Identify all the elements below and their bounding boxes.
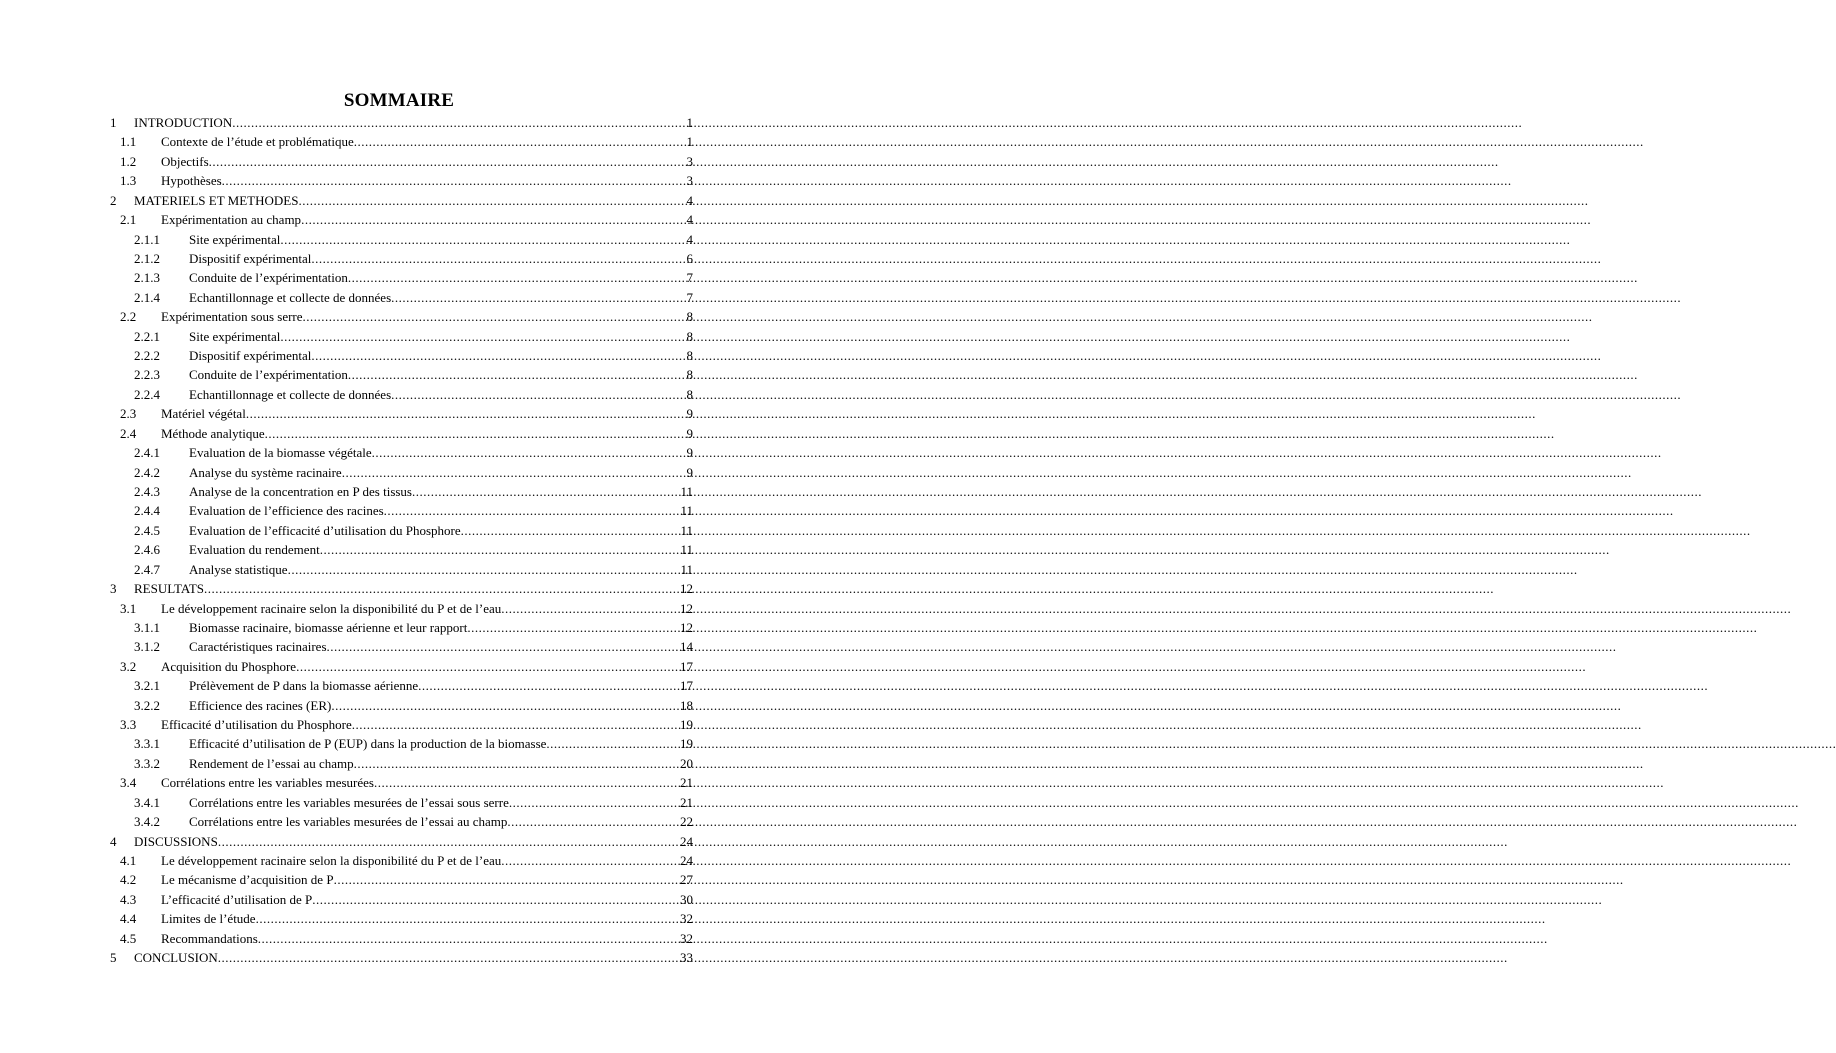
toc-entry-label: Analyse statistique bbox=[189, 561, 288, 577]
toc-entry-page-number: 3 bbox=[686, 173, 693, 189]
toc-entry-label: Evaluation de l’efficience des racines bbox=[189, 503, 384, 519]
toc-entry[interactable] bbox=[134, 344, 693, 363]
toc-dot-leader bbox=[348, 367, 687, 382]
toc-dot-leader bbox=[374, 775, 680, 790]
toc-entry-label: Echantillonnage et collecte de données bbox=[189, 386, 392, 402]
toc-entry-label: DISCUSSIONS bbox=[134, 833, 218, 849]
toc-entry[interactable] bbox=[134, 266, 693, 285]
toc-entry[interactable] bbox=[134, 694, 693, 713]
toc-entry-label: Corrélations entre les variables mesurées de l’essai au champ bbox=[189, 814, 508, 830]
toc-entry-label: Hypothèses bbox=[161, 173, 222, 189]
toc-entry-page-number: 9 bbox=[686, 464, 693, 480]
toc-dot-leader bbox=[501, 853, 680, 868]
toc-entry[interactable] bbox=[134, 286, 693, 305]
toc-entry-page-number: 9 bbox=[686, 425, 693, 441]
toc-entry[interactable] bbox=[134, 791, 693, 810]
toc-entry[interactable] bbox=[134, 538, 693, 557]
toc-entry-number: 1 bbox=[110, 115, 117, 130]
toc-dot-leader bbox=[546, 736, 680, 751]
toc-entry-label: Conduite de l’expérimentation bbox=[189, 367, 348, 383]
toc-dot-leader bbox=[348, 270, 687, 285]
toc-dot-leader bbox=[311, 251, 686, 266]
toc-entry-number: 3.4.1 bbox=[134, 794, 160, 810]
toc-dot-leader bbox=[218, 834, 680, 849]
toc-entry-label: Efficacité d’utilisation du Phosphore bbox=[161, 717, 352, 733]
toc-entry-page-number: 17 bbox=[680, 678, 693, 694]
toc-entry-label: Evaluation de la biomasse végétale bbox=[189, 445, 372, 461]
toc-entry-label: CONCLUSION bbox=[134, 950, 218, 966]
toc-dot-leader bbox=[331, 698, 680, 713]
toc-entry-number: 4.1 bbox=[120, 852, 137, 868]
toc-entry[interactable] bbox=[120, 402, 693, 421]
toc-dot-leader bbox=[311, 348, 686, 363]
toc-entry-number: 5 bbox=[110, 950, 117, 966]
toc-dot-leader bbox=[412, 484, 680, 499]
toc-entry-page-number: 1 bbox=[686, 134, 693, 150]
toc-entry-page-number: 12 bbox=[680, 581, 693, 597]
toc-entry[interactable] bbox=[134, 732, 693, 751]
toc-entry-number: 4.3 bbox=[120, 891, 137, 907]
toc-entry-label: Dispositif expérimental bbox=[189, 348, 312, 364]
toc-entry-page-number: 11 bbox=[680, 483, 693, 499]
toc-dot-leader bbox=[303, 309, 687, 324]
toc-entry-number: 2 bbox=[110, 192, 117, 208]
toc-entry-number: 2.2.2 bbox=[134, 348, 160, 364]
toc-dot-leader bbox=[288, 562, 681, 577]
toc-dot-leader bbox=[461, 523, 681, 538]
toc-entry-label: Limites de l’étude bbox=[161, 911, 256, 927]
toc-entry-page-number: 22 bbox=[680, 814, 693, 830]
toc-entry-page-number: 11 bbox=[680, 522, 693, 538]
toc-dot-leader bbox=[232, 115, 686, 130]
toc-entry-label: Dispositif expérimental bbox=[189, 250, 312, 266]
toc-entry-number: 4.5 bbox=[120, 930, 137, 946]
toc-entry-page-number: 32 bbox=[680, 911, 693, 927]
toc-entry-number: 3.1.2 bbox=[134, 639, 160, 655]
toc-entry-number: 1.1 bbox=[120, 134, 137, 150]
toc-entry-label: RESULTATS bbox=[134, 581, 204, 597]
toc-entry-page-number: 19 bbox=[680, 717, 693, 733]
toc-dot-leader bbox=[280, 232, 686, 247]
toc-entry-page-number: 8 bbox=[686, 328, 693, 344]
page-title: SOMMAIRE bbox=[343, 90, 455, 111]
toc-entry[interactable] bbox=[134, 635, 693, 654]
toc-entry-number: 2.2.3 bbox=[134, 367, 160, 383]
toc-entry-number: 1.2 bbox=[120, 153, 137, 169]
toc-entry[interactable] bbox=[134, 810, 693, 829]
toc-entry-page-number: 7 bbox=[686, 270, 693, 286]
toc-dot-leader bbox=[391, 387, 686, 402]
toc-entry-label: Le développement racinaire selon la disponibilité du P et de l’eau bbox=[161, 600, 502, 616]
toc-dot-leader bbox=[218, 950, 680, 965]
toc-dot-leader bbox=[320, 542, 681, 557]
toc-entry-label: Site expérimental bbox=[189, 231, 281, 247]
toc-dot-leader bbox=[391, 290, 686, 305]
toc-entry-label: Contexte de l’étude et problématique bbox=[161, 134, 354, 150]
toc-entry-label: Corrélations entre les variables mesurées bbox=[161, 775, 374, 791]
toc-entry-page-number: 19 bbox=[680, 736, 693, 752]
toc-dot-leader bbox=[246, 406, 687, 421]
toc-entry-page-number: 27 bbox=[680, 872, 693, 888]
toc-entry[interactable] bbox=[134, 383, 693, 402]
toc-entry-page-number: 24 bbox=[680, 833, 693, 849]
toc-entry-number: 2.4.5 bbox=[134, 522, 160, 538]
toc-entry-number: 3.3.2 bbox=[134, 755, 160, 771]
toc-entry-label: L’efficacité d’utilisation de P bbox=[161, 891, 313, 907]
toc-entry-page-number: 9 bbox=[686, 406, 693, 422]
toc-entry[interactable] bbox=[134, 441, 693, 460]
toc-entry-page-number: 30 bbox=[680, 891, 693, 907]
toc-entry[interactable] bbox=[120, 849, 693, 868]
toc-entry-page-number: 21 bbox=[680, 775, 693, 791]
toc-entry-number: 2.4.4 bbox=[134, 503, 160, 519]
toc-entry-label: Objectifs bbox=[161, 153, 209, 169]
toc-entry-label: Recommandations bbox=[161, 930, 258, 946]
toc-entry[interactable] bbox=[110, 577, 693, 596]
toc-entry-label: Evaluation du rendement bbox=[189, 542, 320, 558]
toc-entry-number: 2.4.7 bbox=[134, 561, 160, 577]
toc-entry[interactable] bbox=[120, 169, 693, 188]
toc-entry-number: 4.4 bbox=[120, 911, 137, 927]
toc-dot-leader bbox=[354, 756, 680, 771]
toc-entry-page-number: 32 bbox=[680, 930, 693, 946]
toc-entry-label: Rendement de l’essai au champ bbox=[189, 755, 354, 771]
toc-entry[interactable] bbox=[120, 907, 693, 926]
toc-entry[interactable] bbox=[120, 597, 693, 616]
toc-entry-number: 3.4.2 bbox=[134, 814, 160, 830]
toc-entry-number: 2.4.3 bbox=[134, 483, 160, 499]
toc-entry[interactable] bbox=[134, 363, 693, 382]
toc-entry[interactable] bbox=[120, 305, 693, 324]
toc-entry[interactable] bbox=[134, 461, 693, 480]
toc-entry-page-number: 4 bbox=[686, 212, 693, 228]
toc-dot-leader bbox=[204, 581, 680, 596]
toc-entry-label: Matériel végétal bbox=[161, 406, 246, 422]
toc-entry-number: 3.2.2 bbox=[134, 697, 160, 713]
toc-entry-page-number: 33 bbox=[680, 950, 693, 966]
toc-dot-leader bbox=[256, 911, 680, 926]
toc-entry-label: Evaluation de l’efficacité d’utilisation du Phosphore bbox=[189, 522, 461, 538]
toc-dot-leader bbox=[296, 659, 680, 674]
toc-entry-number: 3.1 bbox=[120, 600, 137, 616]
toc-entry[interactable] bbox=[110, 946, 693, 965]
toc-dot-leader bbox=[342, 465, 687, 480]
toc-entry-page-number: 8 bbox=[686, 367, 693, 383]
toc-entry[interactable] bbox=[134, 247, 693, 266]
toc-entry-page-number: 8 bbox=[686, 386, 693, 402]
toc-entry-number: 2.1.1 bbox=[134, 231, 160, 247]
toc-entry-page-number: 4 bbox=[686, 231, 693, 247]
document-page bbox=[0, 0, 745, 1053]
toc-entry-label: Analyse du système racinaire bbox=[189, 464, 342, 480]
toc-entry[interactable] bbox=[120, 771, 693, 790]
toc-entry-label: Biomasse racinaire, biomasse aérienne et leur rapport bbox=[189, 619, 468, 635]
toc-entry-number: 2.1 bbox=[120, 212, 137, 228]
toc-entry-number: 2.2.4 bbox=[134, 386, 160, 402]
toc-entry[interactable] bbox=[134, 325, 693, 344]
toc-dot-leader bbox=[301, 212, 686, 227]
toc-dot-leader bbox=[280, 329, 686, 344]
toc-entry[interactable] bbox=[120, 422, 693, 441]
toc-entry-label: Analyse de la concentration en P des tissus bbox=[189, 483, 412, 499]
toc-dot-leader bbox=[298, 193, 686, 208]
toc-entry[interactable] bbox=[134, 752, 693, 771]
toc-entry[interactable] bbox=[134, 228, 693, 247]
toc-entry[interactable] bbox=[120, 208, 693, 227]
toc-entry-number: 3.2 bbox=[120, 658, 137, 674]
toc-entry-number: 2.2 bbox=[120, 309, 137, 325]
toc-entry-number: 2.4.2 bbox=[134, 464, 160, 480]
toc-entry-page-number: 1 bbox=[686, 115, 693, 130]
toc-entry-page-number: 14 bbox=[680, 639, 693, 655]
toc-entry-label: Acquisition du Phosphore bbox=[161, 658, 297, 674]
toc-dot-leader bbox=[327, 639, 680, 654]
toc-entry-label: Prélèvement de P dans la biomasse aérienne bbox=[189, 678, 419, 694]
toc-entry-label: MATERIELS ET METHODES bbox=[134, 192, 299, 208]
toc-dot-leader bbox=[312, 892, 680, 907]
toc-entry-page-number: 8 bbox=[686, 348, 693, 364]
toc-entry-label: Efficacité d’utilisation de P (EUP) dans la production de la biomasse bbox=[189, 736, 547, 752]
toc-entry-page-number: 17 bbox=[680, 658, 693, 674]
toc-entry-label: INTRODUCTION bbox=[134, 115, 233, 130]
toc-entry[interactable] bbox=[120, 655, 693, 674]
toc-entry[interactable] bbox=[134, 674, 693, 693]
toc-entry[interactable] bbox=[120, 927, 693, 946]
toc-dot-leader bbox=[418, 678, 680, 693]
toc-entry-number: 2.3 bbox=[120, 406, 137, 422]
toc-dot-leader bbox=[372, 445, 687, 460]
toc-entry-page-number: 4 bbox=[686, 192, 693, 208]
toc-entry[interactable] bbox=[120, 150, 693, 169]
toc-entry-label: Corrélations entre les variables mesurées de l’essai sous serre bbox=[189, 794, 509, 810]
toc-entry[interactable] bbox=[134, 519, 693, 538]
toc-dot-leader bbox=[507, 814, 680, 829]
toc-entry-number: 3 bbox=[110, 581, 117, 597]
toc-dot-leader bbox=[222, 173, 687, 188]
toc-dot-leader bbox=[265, 426, 687, 441]
toc-entry-label: Le mécanisme d’acquisition de P bbox=[161, 872, 334, 888]
toc-entry-number: 2.1.2 bbox=[134, 250, 160, 266]
toc-entry-label: Le développement racinaire selon la disponibilité du P et de l’eau bbox=[161, 852, 502, 868]
toc-entry-page-number: 21 bbox=[680, 794, 693, 810]
toc-entry-label: Expérimentation sous serre bbox=[161, 309, 303, 325]
toc-entry-number: 3.1.1 bbox=[134, 619, 160, 635]
toc-dot-leader bbox=[501, 601, 680, 616]
toc-dot-leader bbox=[384, 503, 681, 518]
toc-entry-label: Efficience des racines (ER) bbox=[189, 697, 332, 713]
toc-entry-number: 2.4.1 bbox=[134, 445, 160, 461]
toc-dot-leader bbox=[467, 620, 680, 635]
toc-entry-label: Méthode analytique bbox=[161, 425, 265, 441]
toc-entry[interactable] bbox=[110, 111, 693, 130]
toc-entry-number: 1.3 bbox=[120, 173, 137, 189]
toc-entry-page-number: 12 bbox=[680, 600, 693, 616]
toc-entry-page-number: 12 bbox=[680, 619, 693, 635]
toc-entry-page-number: 9 bbox=[686, 445, 693, 461]
toc-entry-label: Conduite de l’expérimentation bbox=[189, 270, 348, 286]
toc-entry-page-number: 3 bbox=[686, 153, 693, 169]
toc-dot-leader bbox=[209, 154, 687, 169]
toc-entry-number: 3.4 bbox=[120, 775, 137, 791]
toc-entry[interactable] bbox=[120, 888, 693, 907]
toc-entry-page-number: 6 bbox=[686, 250, 693, 266]
toc-entry-number: 3.2.1 bbox=[134, 678, 160, 694]
toc-entry-number: 2.4.6 bbox=[134, 542, 160, 558]
toc-dot-leader bbox=[509, 795, 680, 810]
toc-dot-leader bbox=[352, 717, 680, 732]
toc-entry[interactable] bbox=[134, 499, 693, 518]
toc-entry[interactable] bbox=[110, 830, 693, 849]
toc-entry-page-number: 11 bbox=[680, 561, 693, 577]
toc-entry-number: 3.3.1 bbox=[134, 736, 160, 752]
toc-entry-page-number: 11 bbox=[680, 542, 693, 558]
toc-entry-number: 2.4 bbox=[120, 425, 137, 441]
toc-entry-label: Site expérimental bbox=[189, 328, 281, 344]
toc-entry[interactable] bbox=[110, 189, 693, 208]
toc-entry-number: 2.2.1 bbox=[134, 328, 160, 344]
toc-entry-number: 3.3 bbox=[120, 717, 137, 733]
toc-dot-leader bbox=[258, 931, 680, 946]
toc-entry-label: Echantillonnage et collecte de données bbox=[189, 289, 392, 305]
toc-entry-page-number: 8 bbox=[686, 309, 693, 325]
toc-entry[interactable] bbox=[134, 616, 693, 635]
toc-entry-number: 2.1.4 bbox=[134, 289, 160, 305]
toc-entry-label: Caractéristiques racinaires bbox=[189, 639, 327, 655]
toc-entry-number: 4 bbox=[110, 833, 117, 849]
toc-entry-page-number: 11 bbox=[680, 503, 693, 519]
toc-entry[interactable] bbox=[134, 558, 693, 577]
toc-entry-page-number: 24 bbox=[680, 852, 693, 868]
toc-entry-page-number: 7 bbox=[686, 289, 693, 305]
toc-entry-page-number: 18 bbox=[680, 697, 693, 713]
toc-entry[interactable] bbox=[134, 480, 693, 499]
toc-entry[interactable] bbox=[120, 130, 693, 149]
toc-dot-leader bbox=[354, 134, 687, 149]
toc-dot-leader bbox=[334, 872, 680, 887]
toc-entry[interactable] bbox=[120, 713, 693, 732]
toc-entry-label: Expérimentation au champ bbox=[161, 212, 302, 228]
toc-entry-page-number: 20 bbox=[680, 755, 693, 771]
toc-entry-number: 4.2 bbox=[120, 872, 137, 888]
toc-entry[interactable] bbox=[120, 868, 693, 887]
toc-entry-number: 2.1.3 bbox=[134, 270, 160, 286]
